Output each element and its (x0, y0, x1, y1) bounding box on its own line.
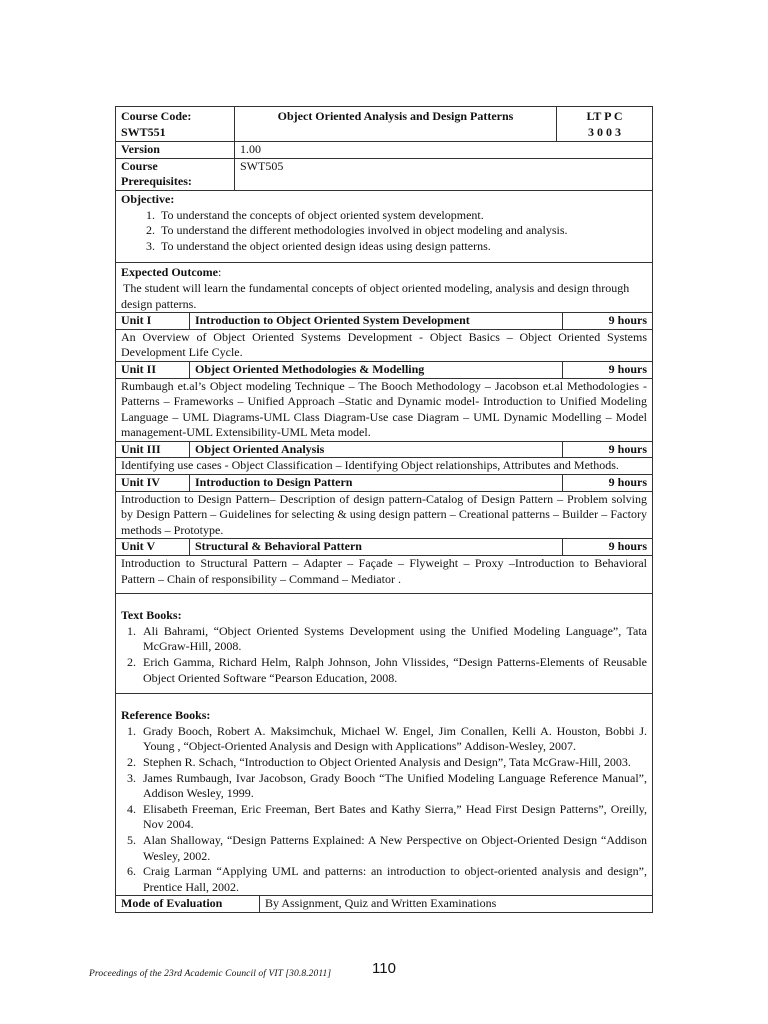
text-books-label: Text Books: (121, 608, 182, 623)
unit-title: Object Oriented Analysis (190, 442, 563, 458)
unit-5-header (116, 539, 652, 556)
course-title: Object Oriented Analysis and Design Patterns (235, 107, 557, 141)
unit-3-header (116, 442, 652, 459)
unit-1-header (116, 313, 652, 330)
reference-book-item: 5. Alan Shalloway, “Design Patterns Explained: A New Perspective on Object-Oriented Design “Addison Wesley, 2002. (139, 833, 647, 864)
reference-book-item: 6. Craig Larman “Applying UML and patterns: an introduction to object-oriented analysis and design”, Prentice Hall, 2002. (139, 864, 647, 895)
text-books-list (121, 624, 647, 686)
syllabus-table (115, 106, 653, 913)
objective-label: Objective: (121, 191, 175, 206)
unit-5-content: Introduction to Structural Pattern – Adapter – Façade – Flyweight – Proxy –Introduction to Behavioral Pattern – Chain of responsibility – Command – Mediator . (116, 556, 652, 594)
unit-number: Unit I (116, 313, 190, 329)
expected-outcome-text: The student will learn the fundamental concepts of object oriented modeling, analysis and design through design patterns. (121, 280, 630, 311)
prerequisites-value: SWT505 (240, 158, 284, 173)
ltpc-label: LT P C (586, 109, 623, 123)
reference-books-list (121, 724, 647, 896)
proceedings-footer: Proceedings of the 23rd Academic Council of VIT [30.8.2011] (89, 969, 332, 979)
unit-2-content: Rumbaugh et.al’s Object modeling Technique – The Booch Methodology – Jacobson et.al Methodologies - Patterns – Frameworks – Unified Approach –Static and Dynamic model- Introduction to Unified Modeling Language – UML Diagrams-UML Class Diagram-Use case Diagram – UML Dynamic Modelling – Model management-UML Extensibility-UML Meta model. (116, 379, 652, 442)
evaluation-label: Mode of Evaluation (116, 896, 260, 912)
unit-number: Unit II (116, 362, 190, 378)
text-book-item: 1. Ali Bahrami, “Object Oriented Systems Development using the Unified Modeling Language”, Tata McGraw-Hill, 2008. (139, 624, 647, 655)
unit-title: Object Oriented Methodologies & Modelling (190, 362, 563, 378)
expected-outcome-label: Expected Outcome (121, 265, 218, 280)
course-header-row (116, 107, 652, 142)
unit-2-header (116, 362, 652, 379)
unit-hours: 9 hours (608, 313, 647, 328)
objective-item: 1. To understand the concepts of object oriented system development. (158, 208, 652, 224)
unit-3-content: Identifying use cases - Object Classification – Identifying Object relationships, Attributes and Methods. (116, 458, 652, 475)
unit-number: Unit III (116, 442, 190, 458)
unit-title: Introduction to Design Pattern (190, 475, 563, 491)
ltpc-value: 3 0 0 3 (588, 124, 621, 139)
unit-hours: 9 hours (608, 361, 647, 376)
version-value: 1.00 (240, 142, 261, 157)
reference-book-item: 4. Elisabeth Freeman, Eric Freeman, Bert Bates and Kathy Sierra,” Head First Design Patterns”, Oreilly, Nov 2004. (139, 802, 647, 833)
evaluation-row (116, 896, 652, 912)
evaluation-value: By Assignment, Quiz and Written Examinations (265, 896, 497, 911)
expected-outcome-section (116, 263, 652, 313)
objective-list (116, 208, 652, 255)
course-code-value: SWT551 (121, 124, 166, 139)
unit-number: Unit IV (116, 475, 190, 491)
reference-books-label: Reference Books: (121, 708, 211, 723)
unit-title: Introduction to Object Oriented System Development (190, 313, 563, 329)
course-code-label: Course Code: (121, 109, 192, 123)
prerequisites-row (116, 159, 652, 191)
objective-item: 2. To understand the different methodologies involved in object modeling and analysis. (158, 223, 652, 239)
reference-book-item: 1. Grady Booch, Robert A. Maksimchuk, Michael W. Engel, Jim Conallen, Kelli A. Houston, Bobbi J. Young , “Object-Oriented Analysis and Design with Applications” Addison-Wesley, 2007. (139, 724, 647, 755)
reference-books-section (116, 694, 652, 896)
objective-item: 3. To understand the object oriented design ideas using design patterns. (158, 239, 652, 255)
version-label: Version (116, 142, 235, 158)
page-number: 110 (372, 960, 396, 977)
unit-hours: 9 hours (608, 441, 647, 456)
reference-book-item: 3. James Rumbaugh, Ivar Jacobson, Grady Booch “The Unified Modeling Language Reference Manual”, Addison Wesley, 1999. (139, 771, 647, 802)
text-books-section (116, 594, 652, 694)
course-code-cell (116, 107, 235, 141)
text-book-item: 2. Erich Gamma, Richard Helm, Ralph Johnson, John Vlissides, “Design Patterns-Elements of Reusable Object Oriented Software “Pearson Education, 2008. (139, 655, 647, 686)
ltpc-cell (557, 107, 652, 141)
unit-hours: 9 hours (608, 539, 647, 554)
expected-outcome-heading: Expected Outcome: (121, 265, 222, 280)
unit-number: Unit V (116, 539, 190, 555)
unit-1-content: An Overview of Object Oriented Systems Development - Object Basics – Object Oriented Systems Development Life Cycle. (116, 330, 652, 362)
reference-book-item: 2. Stephen R. Schach, “Introduction to Object Oriented Analysis and Design”, Tata McGraw-Hill, 2003. (139, 755, 647, 771)
unit-title: Structural & Behavioral Pattern (190, 539, 563, 555)
unit-4-content: Introduction to Design Pattern– Description of design pattern-Catalog of Design Pattern – Problem solving by Design Pattern – Guidelines for selecting & using design pattern – Creational patterns – Builder – Factory methods – Prototype. (116, 492, 652, 540)
unit-hours: 9 hours (608, 475, 647, 490)
unit-4-header (116, 475, 652, 492)
objective-section (116, 191, 652, 263)
prerequisites-label: Course Prerequisites: (116, 159, 235, 190)
version-row (116, 142, 652, 159)
